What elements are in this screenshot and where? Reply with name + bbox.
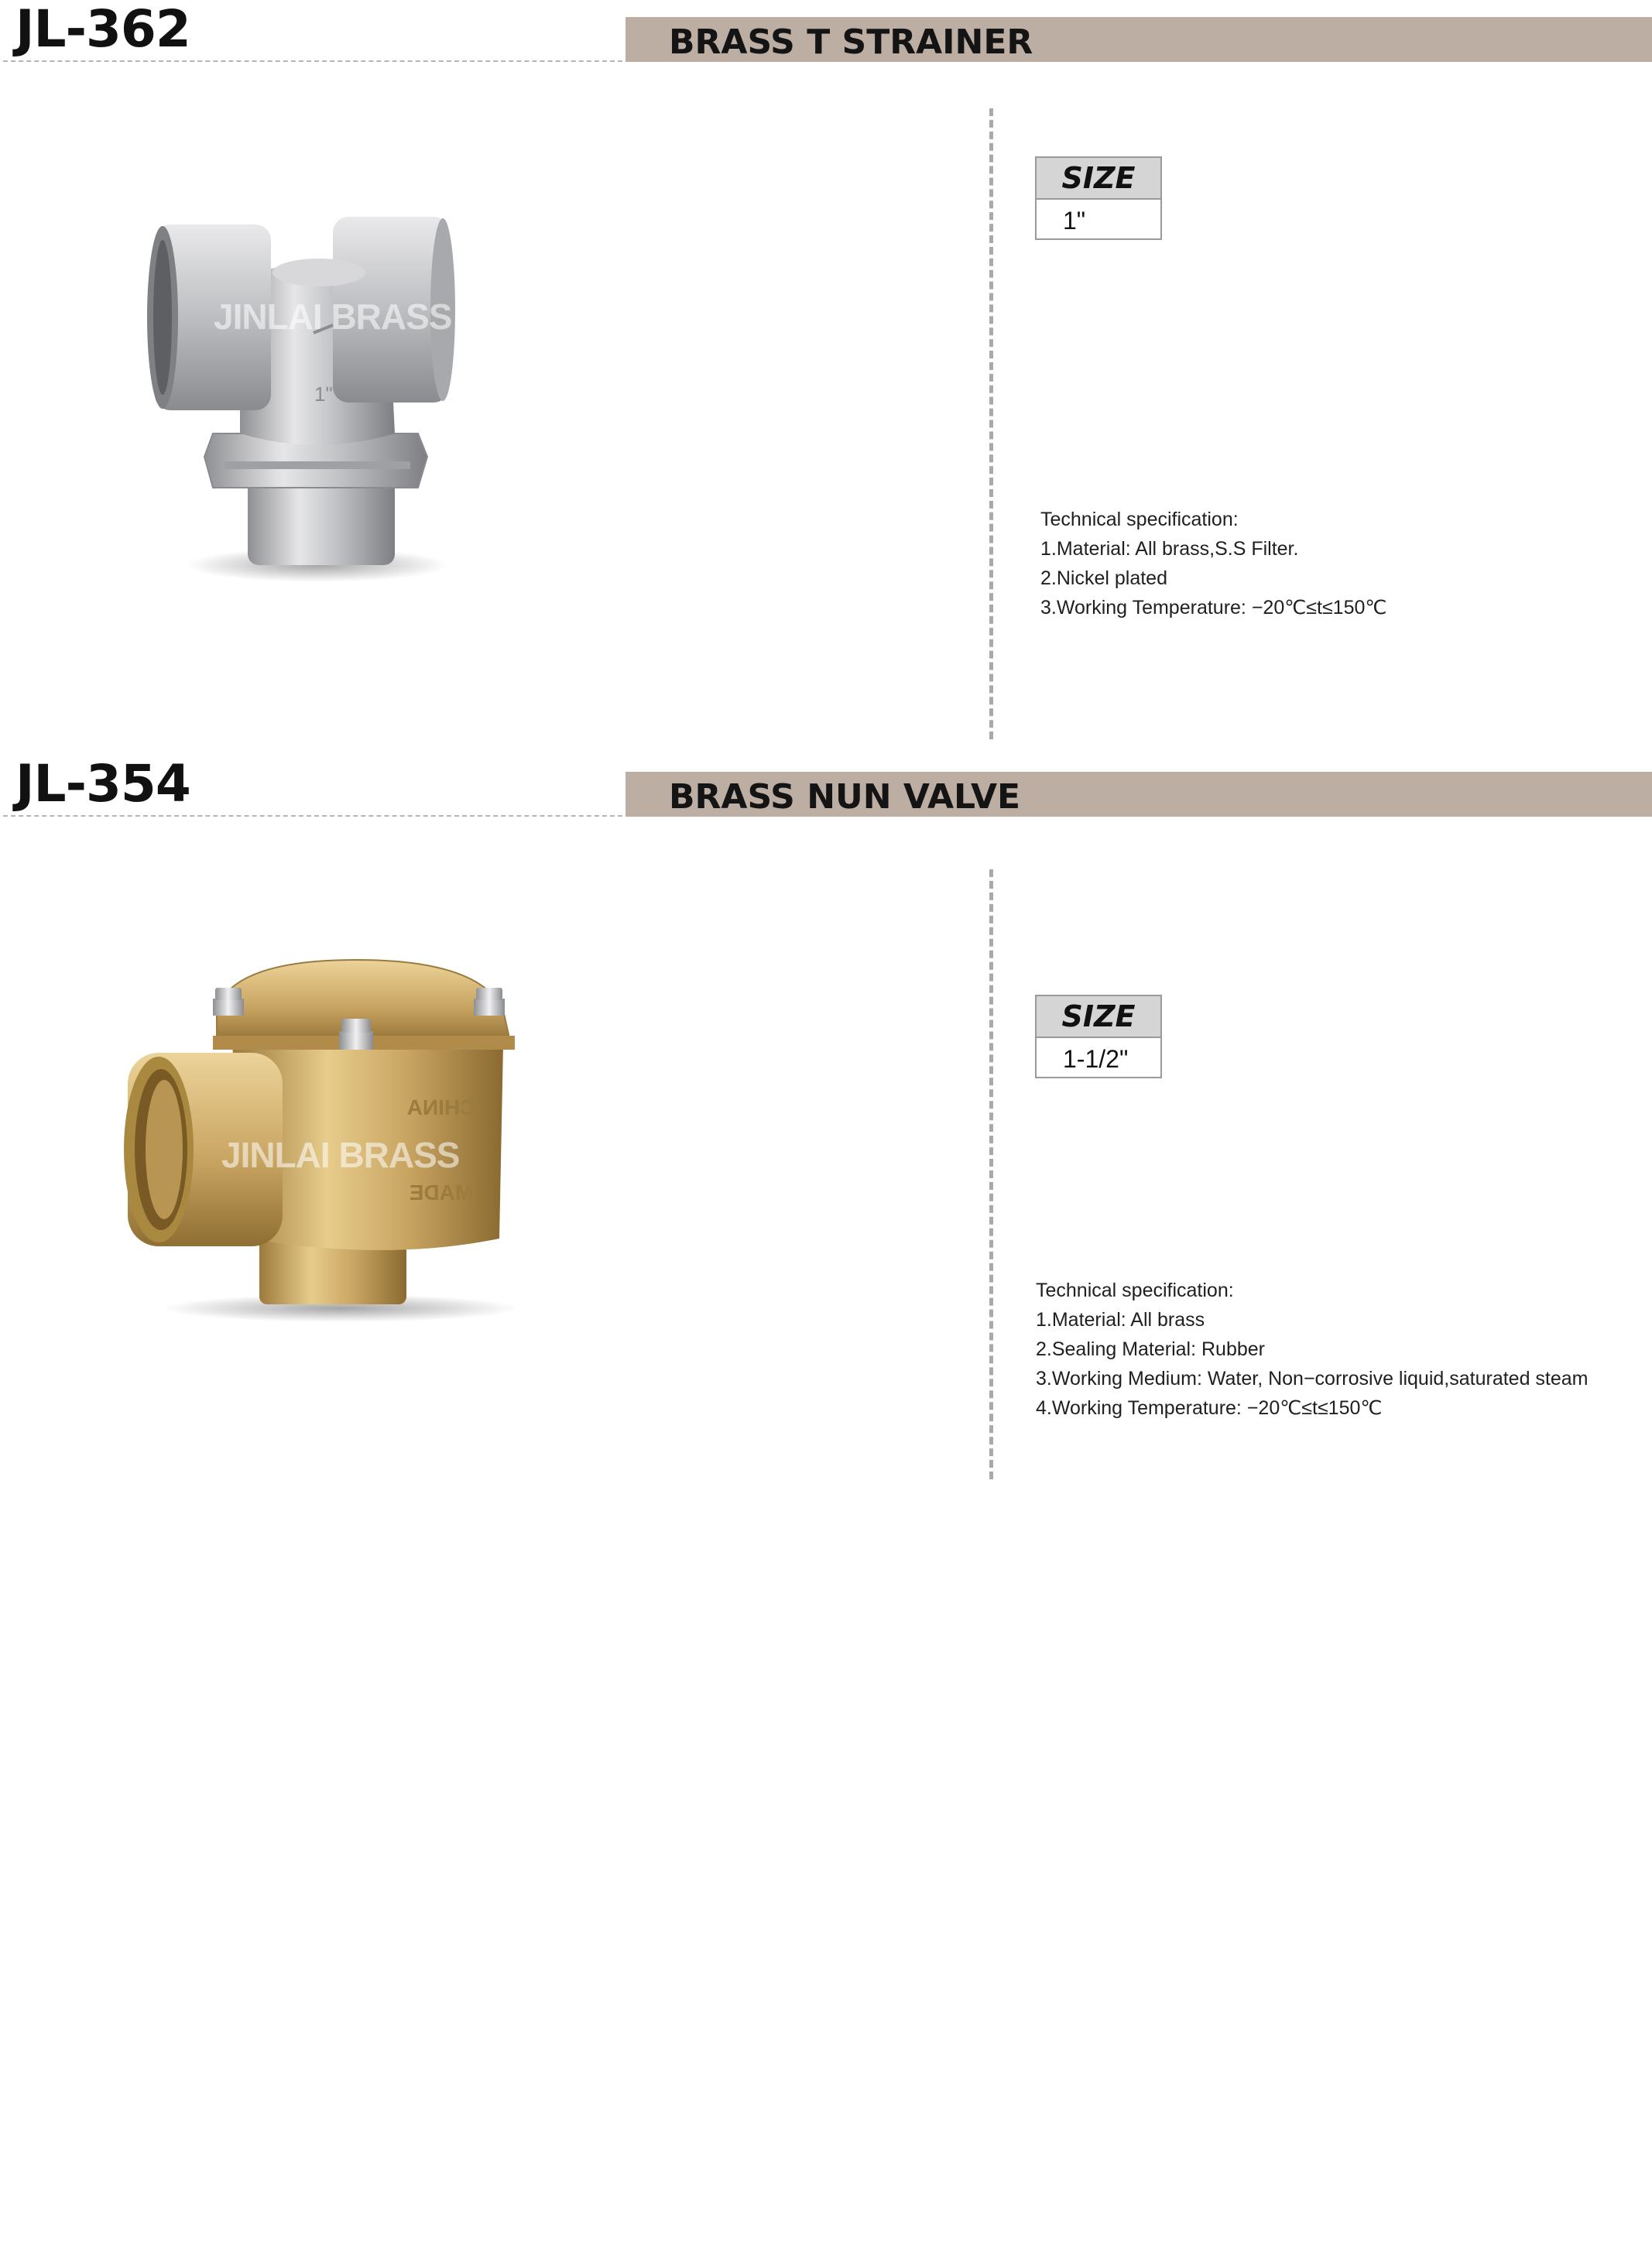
product-section-jl-354 [0, 755, 1652, 1529]
vertical-dashed-divider [989, 869, 993, 1479]
size-header: SIZE [1037, 158, 1160, 200]
dashed-divider [3, 60, 622, 62]
size-header: SIZE [1037, 996, 1160, 1038]
product-title-bar [625, 772, 1652, 817]
spec-title: Technical specification: [1040, 509, 1239, 530]
t-strainer-illustration [139, 201, 464, 588]
product-image-t-strainer [139, 201, 464, 588]
product-code: JL-362 [15, 0, 190, 59]
spec-line: 4.Working Temperature: −20℃≤t≤150℃ [1036, 1397, 1383, 1419]
product-image-nun-valve [116, 944, 550, 1347]
svg-text:1": 1" [314, 382, 333, 406]
technical-specification [1036, 1276, 1589, 1423]
product-title: BRASS T STRAINER [669, 22, 1033, 62]
size-table [1035, 995, 1162, 1078]
spec-line: 3.Working Medium: Water, Non−corrosive liquid,saturated steam [1036, 1368, 1589, 1389]
product-title-bar [625, 17, 1652, 62]
product-title: BRASS NUN VALVE [669, 777, 1021, 817]
watermark: JINLAI BRASS [221, 1135, 460, 1175]
size-table [1035, 156, 1162, 240]
spec-line: 2.Sealing Material: Rubber [1036, 1338, 1265, 1360]
technical-specification [1040, 505, 1386, 622]
size-value: 1" [1063, 207, 1086, 235]
size-value: 1-1/2" [1063, 1045, 1129, 1073]
embossed-text: MADE [409, 1180, 474, 1204]
spec-line: 2.Nickel plated [1040, 567, 1167, 589]
vertical-dashed-divider [989, 108, 993, 739]
spec-line: 1.Material: All brass [1036, 1309, 1205, 1331]
product-section-jl-362 [0, 0, 1652, 755]
embossed-text: CHINA [406, 1095, 476, 1119]
watermark: JINLAI BRASS [214, 296, 452, 337]
spec-line: 1.Material: All brass,S.S Filter. [1040, 538, 1299, 560]
spec-title: Technical specification: [1036, 1280, 1234, 1301]
spec-line: 3.Working Temperature: −20℃≤t≤150℃ [1040, 597, 1387, 619]
dashed-divider [3, 815, 622, 817]
product-code: JL-354 [15, 754, 190, 814]
